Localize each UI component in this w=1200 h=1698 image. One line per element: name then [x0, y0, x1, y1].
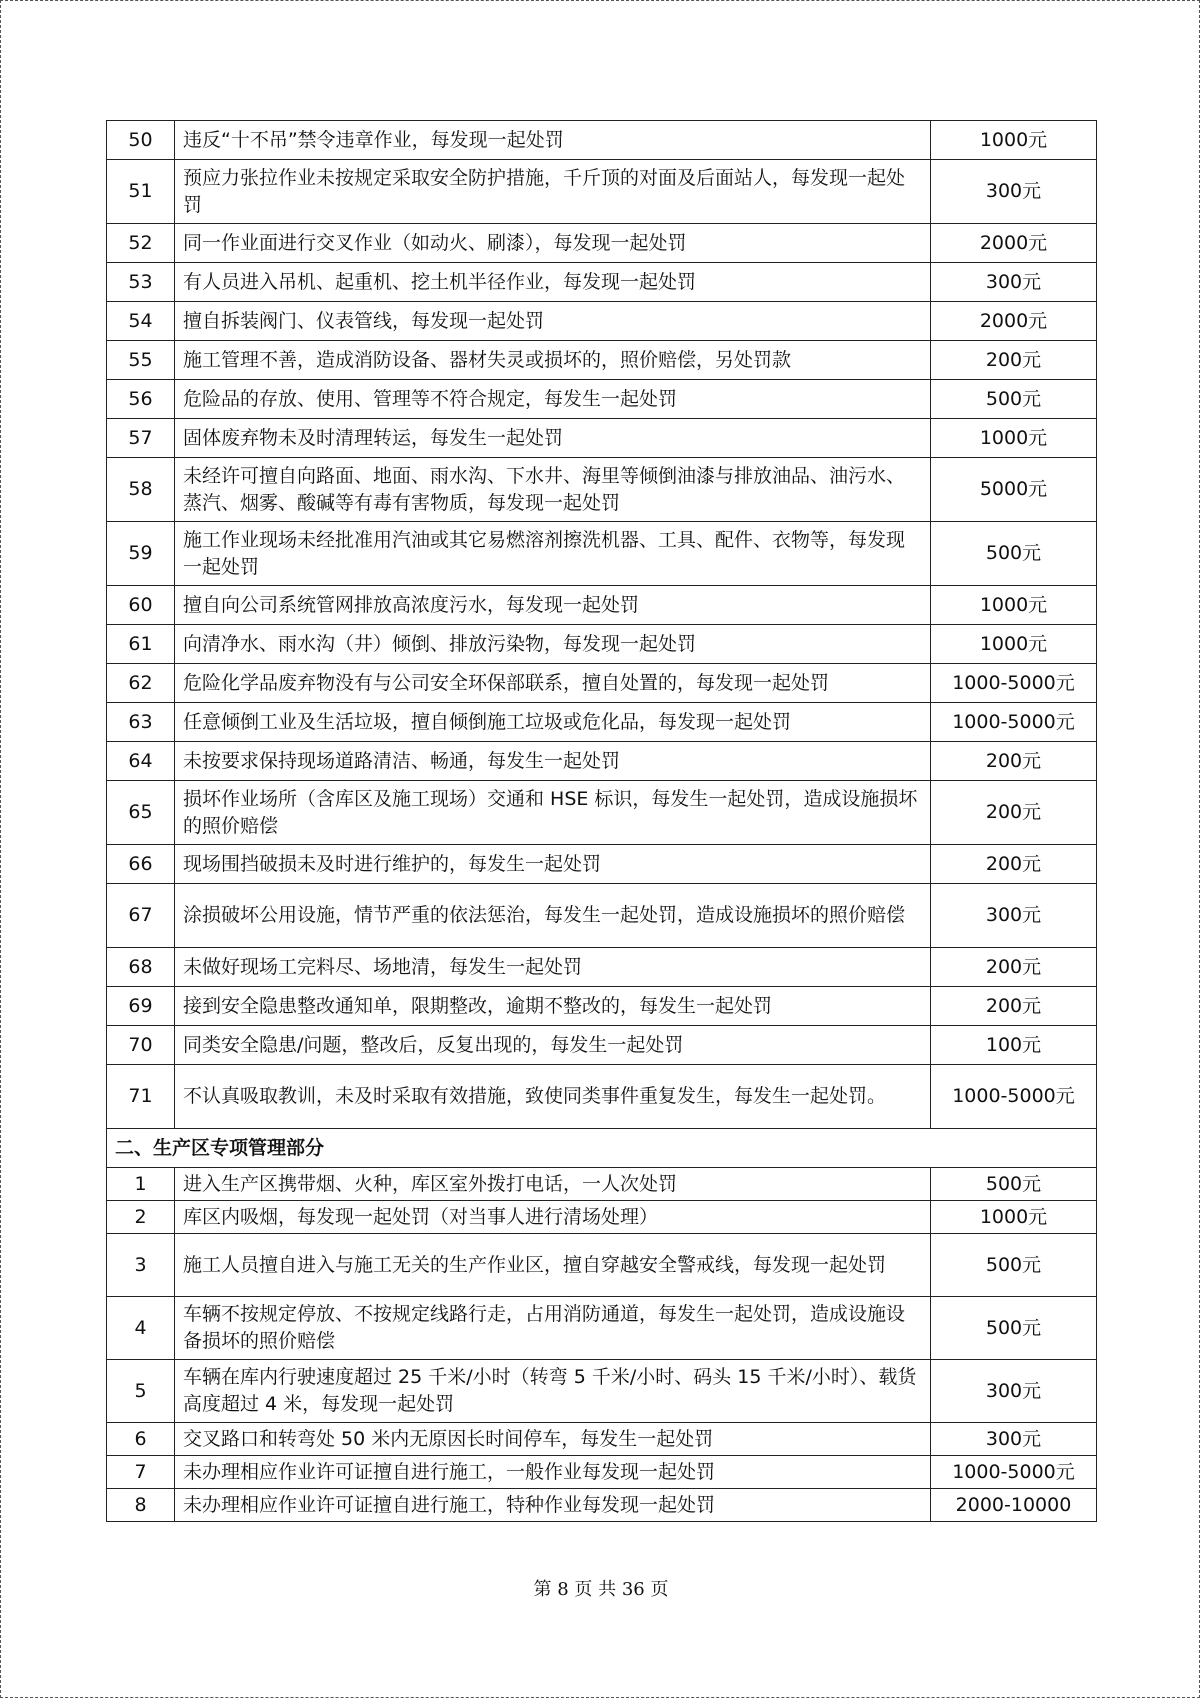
row-amount: 200元	[931, 781, 1097, 845]
section-header-row	[107, 1129, 1097, 1168]
row-description: 不认真吸取教训，未及时采取有效措施，致使同类事件重复发生，每发生一起处罚。	[175, 1065, 931, 1129]
row-number: 2	[107, 1201, 175, 1234]
row-amount: 200元	[931, 845, 1097, 884]
penalty-table	[106, 120, 1097, 1522]
row-description: 危险化学品废弃物没有与公司安全环保部联系，擅自处置的，每发现一起处罚	[175, 664, 931, 703]
row-description: 同一作业面进行交叉作业（如动火、刷漆），每发现一起处罚	[175, 224, 931, 263]
row-amount: 2000元	[931, 302, 1097, 341]
row-number: 70	[107, 1026, 175, 1065]
table-row	[107, 781, 1097, 845]
row-number: 63	[107, 703, 175, 742]
row-number: 55	[107, 341, 175, 380]
row-description: 同类安全隐患/问题，整改后，反复出现的，每发生一起处罚	[175, 1026, 931, 1065]
row-description: 擅自拆装阀门、仪表管线，每发现一起处罚	[175, 302, 931, 341]
table-row	[107, 1026, 1097, 1065]
row-number: 62	[107, 664, 175, 703]
table-row	[107, 664, 1097, 703]
table-row	[107, 1234, 1097, 1297]
table-row	[107, 1360, 1097, 1423]
row-amount: 5000元	[931, 458, 1097, 522]
row-amount: 300元	[931, 160, 1097, 224]
row-number: 57	[107, 419, 175, 458]
row-amount: 1000-5000元	[931, 1456, 1097, 1489]
row-description: 向清净水、雨水沟（井）倾倒、排放污染物，每发现一起处罚	[175, 625, 931, 664]
row-description: 未做好现场工完料尽、场地清，每发生一起处罚	[175, 948, 931, 987]
row-number: 5	[107, 1360, 175, 1423]
row-number: 1	[107, 1168, 175, 1201]
row-amount: 1000元	[931, 586, 1097, 625]
row-amount: 200元	[931, 948, 1097, 987]
row-number: 68	[107, 948, 175, 987]
table-row	[107, 302, 1097, 341]
table-row	[107, 1201, 1097, 1234]
row-description: 车辆不按规定停放、不按规定线路行走，占用消防通道，每发生一起处罚，造成设施设备损坏的照价赔偿	[175, 1297, 931, 1360]
row-description: 接到安全隐患整改通知单，限期整改，逾期不整改的，每发生一起处罚	[175, 987, 931, 1026]
row-description: 未经许可擅自向路面、地面、雨水沟、下水井、海里等倾倒油漆与排放油品、油污水、蒸汽、烟雾、酸碱等有毒有害物质，每发现一起处罚	[175, 458, 931, 522]
row-number: 67	[107, 884, 175, 948]
table-row	[107, 1456, 1097, 1489]
table-row	[107, 987, 1097, 1026]
row-number: 7	[107, 1456, 175, 1489]
page-footer: 第 8 页 共 36 页	[533, 1579, 669, 1600]
table-row	[107, 380, 1097, 419]
table-row	[107, 845, 1097, 884]
row-amount: 1000元	[931, 625, 1097, 664]
table-row	[107, 1423, 1097, 1456]
row-description: 危险品的存放、使用、管理等不符合规定，每发生一起处罚	[175, 380, 931, 419]
row-amount: 2000-10000	[931, 1489, 1097, 1522]
row-description: 固体废弃物未及时清理转运，每发生一起处罚	[175, 419, 931, 458]
row-number: 54	[107, 302, 175, 341]
row-description: 未办理相应作业许可证擅自进行施工，特种作业每发现一起处罚	[175, 1489, 931, 1522]
row-number: 6	[107, 1423, 175, 1456]
row-description: 涂损破坏公用设施，情节严重的依法惩治，每发生一起处罚，造成设施损坏的照价赔偿	[175, 884, 931, 948]
row-amount: 100元	[931, 1026, 1097, 1065]
row-description: 损坏作业场所（含库区及施工现场）交通和 HSE 标识，每发生一起处罚，造成设施损坏的照价赔偿	[175, 781, 931, 845]
table-row	[107, 703, 1097, 742]
row-number: 51	[107, 160, 175, 224]
row-amount: 300元	[931, 1423, 1097, 1456]
row-number: 65	[107, 781, 175, 845]
row-amount: 1000元	[931, 121, 1097, 160]
table-row	[107, 522, 1097, 586]
row-number: 66	[107, 845, 175, 884]
row-description: 进入生产区携带烟、火种，库区室外拨打电话，一人次处罚	[175, 1168, 931, 1201]
row-amount: 1000-5000元	[931, 1065, 1097, 1129]
row-number: 71	[107, 1065, 175, 1129]
row-description: 车辆在库内行驶速度超过 25 千米/小时（转弯 5 千米/小时、码头 15 千米/小时）、载货高度超过 4 米，每发现一起处罚	[175, 1360, 931, 1423]
table-row	[107, 419, 1097, 458]
row-number: 60	[107, 586, 175, 625]
row-number: 56	[107, 380, 175, 419]
table-row	[107, 884, 1097, 948]
row-amount: 200元	[931, 341, 1097, 380]
row-amount: 1000-5000元	[931, 664, 1097, 703]
table-row	[107, 948, 1097, 987]
row-amount: 300元	[931, 884, 1097, 948]
row-amount: 300元	[931, 263, 1097, 302]
row-amount: 200元	[931, 742, 1097, 781]
row-description: 施工管理不善，造成消防设备、器材失灵或损坏的，照价赔偿，另处罚款	[175, 341, 931, 380]
row-number: 61	[107, 625, 175, 664]
row-description: 施工人员擅自进入与施工无关的生产作业区，擅自穿越安全警戒线，每发现一起处罚	[175, 1234, 931, 1297]
row-amount: 500元	[931, 380, 1097, 419]
table-row	[107, 224, 1097, 263]
row-amount: 300元	[931, 1360, 1097, 1423]
row-number: 50	[107, 121, 175, 160]
row-description: 未按要求保持现场道路清洁、畅通，每发生一起处罚	[175, 742, 931, 781]
row-number: 4	[107, 1297, 175, 1360]
table-row	[107, 1065, 1097, 1129]
row-description: 违反“十不吊”禁令违章作业，每发现一起处罚	[175, 121, 931, 160]
table-row	[107, 341, 1097, 380]
row-number: 64	[107, 742, 175, 781]
row-number: 58	[107, 458, 175, 522]
row-description: 交叉路口和转弯处 50 米内无原因长时间停车，每发生一起处罚	[175, 1423, 931, 1456]
table-row	[107, 625, 1097, 664]
row-description: 擅自向公司系统管网排放高浓度污水，每发现一起处罚	[175, 586, 931, 625]
row-amount: 1000元	[931, 1201, 1097, 1234]
row-amount: 200元	[931, 987, 1097, 1026]
row-description: 施工作业现场未经批准用汽油或其它易燃溶剂擦洗机器、工具、配件、衣物等，每发现一起处罚	[175, 522, 931, 586]
row-number: 8	[107, 1489, 175, 1522]
table-row	[107, 742, 1097, 781]
table-row	[107, 586, 1097, 625]
row-number: 69	[107, 987, 175, 1026]
section-title: 二、生产区专项管理部分	[107, 1129, 1097, 1168]
row-description: 库区内吸烟，每发现一起处罚（对当事人进行清场处理）	[175, 1201, 931, 1234]
row-amount: 1000元	[931, 419, 1097, 458]
row-description: 未办理相应作业许可证擅自进行施工，一般作业每发现一起处罚	[175, 1456, 931, 1489]
row-number: 53	[107, 263, 175, 302]
row-number: 59	[107, 522, 175, 586]
table-row	[107, 1489, 1097, 1522]
row-description: 预应力张拉作业未按规定采取安全防护措施，千斤顶的对面及后面站人，每发现一起处罚	[175, 160, 931, 224]
row-amount: 500元	[931, 522, 1097, 586]
table-row	[107, 1297, 1097, 1360]
table-row	[107, 458, 1097, 522]
row-amount: 500元	[931, 1297, 1097, 1360]
row-number: 52	[107, 224, 175, 263]
table-row	[107, 1168, 1097, 1201]
row-number: 3	[107, 1234, 175, 1297]
row-amount: 500元	[931, 1234, 1097, 1297]
table-row	[107, 160, 1097, 224]
row-description: 有人员进入吊机、起重机、挖土机半径作业，每发现一起处罚	[175, 263, 931, 302]
row-amount: 1000-5000元	[931, 703, 1097, 742]
table-row	[107, 263, 1097, 302]
row-description: 任意倾倒工业及生活垃圾，擅自倾倒施工垃圾或危化品，每发现一起处罚	[175, 703, 931, 742]
table-row	[107, 121, 1097, 160]
row-amount: 500元	[931, 1168, 1097, 1201]
row-amount: 2000元	[931, 224, 1097, 263]
row-description: 现场围挡破损未及时进行维护的，每发生一起处罚	[175, 845, 931, 884]
